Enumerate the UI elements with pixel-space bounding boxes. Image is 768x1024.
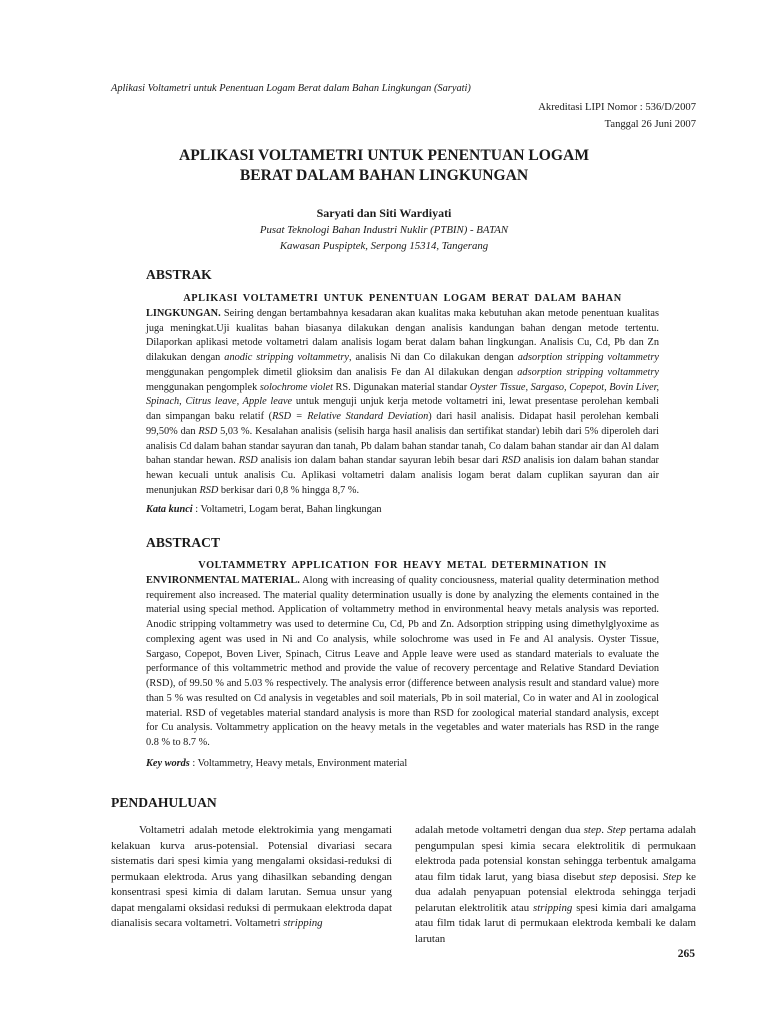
body-text: pertama adalah pengumpulan spesi kimia secara elektrolitik di permukaan elektroda pada potensial konstan sehingga terbentuk amalgama atau film tidak larut, yang biasa disebut — [415, 824, 696, 883]
title-line-1: APLIKASI VOLTAMETRI UNTUK PENENTUAN LOGAM — [178, 147, 590, 164]
abstrak-text: untuk menguji unjuk kerja metode voltametri ini, lewat presentase perolehan kembali dan simpangan baku relatif ( — [146, 396, 659, 422]
keywords-text: : Voltammetry, Heavy metals, Environment material — [189, 758, 408, 769]
keywords-label: Kata kunci — [146, 504, 193, 515]
abstrak-text: Seiring dengan bertambahnya kesadaran akan kualitas maka kebutuhan akan metode penentuan kualitas juga meningkat.Uji kualitas bahan biasanya dilakukan dengan analisis kandungan bahan dengan metode tertentu. Dilaporkan aplikasi metode voltametri dalam analisis logam berat dalam bahan lingkungan. Analisis Cu, Cd, Pb dan Zn dilakukan dengan — [146, 307, 659, 363]
abstrak-term: adsorption stripping voltammetry — [517, 352, 659, 363]
abstrak-term: solochrome violet — [259, 381, 333, 393]
body-text: ke dua adalah penyapuan potensial elektroda sehingga terjadi pelarutan elektrolitik atau — [415, 870, 696, 914]
keywords-label: Key words — [146, 758, 190, 769]
pendahuluan-left-column — [111, 823, 392, 932]
abstrak-text: berkisar dari 0,8 % hingga 8,7 %. — [218, 484, 360, 496]
abstract-lead-line-2: ENVIRONMENTAL MATERIAL. — [146, 574, 300, 586]
accreditation-date: Tanggal 26 Juni 2007 — [604, 119, 696, 130]
body-term: Step — [607, 824, 626, 836]
abstrak-text: menggunakan pengomplek dimetil glioksim dan analisis Fe dan Al dilakukan dengan — [146, 366, 518, 378]
body-text: adalah metode voltametri dengan dua — [415, 824, 584, 836]
abstrak-term: RSD — [198, 425, 218, 437]
accreditation — [538, 99, 696, 133]
affiliation-line-1: Pusat Teknologi Bahan Industri Nuklir (PTBIN) - BATAN — [259, 224, 509, 236]
abstrak-text: RS. Digunakan material standar — [332, 381, 470, 393]
abstract-heading: ABSTRACT — [146, 535, 221, 550]
body-term: Step — [662, 870, 682, 883]
abstrak-text: analisis ion dalam bahan standar hewan kecuali untuk analisis Cu. Aplikasi voltametri dalam analisis logam berat dalam cuplikan sayuran dan air menunjukan — [146, 455, 659, 496]
body-text: deposisi. — [616, 870, 663, 883]
abstrak-term: anodic stripping voltammetry — [224, 352, 349, 363]
title-line-2: BERAT DALAM BAHAN LINGKUNGAN — [239, 167, 529, 184]
abstrak-lead-line-1: APLIKASI VOLTAMETRI UNTUK PENENTUAN LOGAM BERAT DALAM BAHAN — [183, 293, 622, 304]
abstract-text: Along with increasing of quality conciousness, material quality determination method requirement also increased. The material quality determination usually is done by analyzing the elements contained in the material using special method. Application of voltammetry method in environmental heavy metals analysis was reported. Anodic stripping voltammetry was used to determine Cu, Cd, Pb and Zn. Adsorption stripping using dimethylglyoxime as complexing agent was used in Ni and Co analysis, while solochrome was used in Fe and Al analysis. Oyster Tissue, Sargaso, Copepot, Boven Liver, Spinach, Citrus Leave and Apple leave were used as standard materials to evaluate the performance of this voltammetric method and provide the value of recovery percentage and Relative Standard Deviation (RSD), of 99.50 % and 5.03 % respectively. The analysis error (difference between analysis result and standard value) more than 5 % was resulted on Cd analysis in vegetables and soil materials, Pb in soil material, Co in water and Al in zoological material. RSD of vegetables material standard analysis is more than RSD for zoological material standard analysis, except for Cu analysis. Voltammetry application on the heavy metals in the vegetables and water materials has RSD in the range 0.8 % to 8.7 %. — [146, 574, 659, 748]
page-number: 265 — [677, 948, 695, 960]
abstrak-heading: ABSTRAK — [146, 267, 212, 282]
abstrak-term: RSD — [199, 484, 219, 496]
abstract-body — [146, 559, 659, 751]
abstrak-term: RSD — [238, 455, 258, 467]
body-text: Voltametri adalah metode elektrokimia yang mengamati kelakuan kurva arus-potensial. Potensial divariasi secara sistematis dari spesi kimia yang mengalami oksidasi-reduksi di permukaan elektroda. Arus yang dihasilkan sebanding dengan konsentrasi spesi kimia di dalam larutan. Semua unsur yang dapat mengalami oksidasi reduksi di permukaan elektroda dapat dianalisis secara voltametri. Voltametri — [111, 824, 392, 929]
body-text: spesi kimia dari amalgama atau film tidak larut di permukaan elektroda kembali ke dalam larutan — [415, 901, 697, 945]
abstrak-term: adsorption stripping voltammetry — [517, 366, 659, 378]
abstract-keywords — [146, 758, 659, 769]
running-header: Aplikasi Voltametri untuk Penentuan Logam Berat dalam Bahan Lingkungan (Saryati) — [111, 83, 471, 94]
abstrak-text: 5,03 %. Kesalahan analisis (selisih harga hasil analisis dan sertifikat standar) lebih dari 5% diperoleh dari analisis Cd dalam bahan standar sayuran dan tanah, Pb dalam bahan standar tanah, Co dalam bahan standar air dan Al dalam bahan standar hewan. — [146, 425, 659, 467]
body-term: stripping — [283, 917, 323, 929]
abstrak-text: ) dari hasil analisis. Didapat hasil perolehan kembali 99,50% dan — [146, 411, 659, 437]
abstrak-lead-line-2: LINGKUNGAN. — [146, 307, 221, 319]
abstrak-text: analisis ion dalam bahan standar sayuran lebih besar dari — [257, 455, 502, 467]
body-text: . — [601, 824, 608, 836]
abstrak-text: , analisis Ni dan Co dilakukan dengan — [348, 352, 518, 363]
pendahuluan-heading: PENDAHULUAN — [111, 795, 217, 810]
abstrak-body — [146, 292, 659, 499]
abstrak-text: menggunakan pengomplek — [146, 381, 260, 393]
keywords-text: : Voltametri, Logam berat, Bahan lingkungan — [192, 504, 382, 515]
affiliation-line-2: Kawasan Puspiptek, Serpong 15314, Tangerang — [279, 240, 489, 252]
accreditation-number: Akreditasi LIPI Nomor : 536/D/2007 — [538, 102, 696, 113]
body-term: stripping — [533, 901, 573, 914]
abstrak-keywords — [146, 504, 659, 515]
body-term: step — [598, 870, 617, 883]
pendahuluan-right-column — [415, 823, 696, 947]
affiliation — [0, 222, 768, 254]
abstrak-term: RSD — [501, 455, 521, 467]
paper-title — [0, 146, 768, 186]
abstrak-term: RSD = Relative Standard Deviation — [272, 411, 429, 422]
body-term: step — [583, 824, 602, 836]
authors: Saryati dan Siti Wardiyati — [316, 206, 452, 220]
abstrak-term: Oyster Tissue, Sargaso, Copepot, Bovin Liver, Spinach, Citrus leave, Apple leave — [146, 381, 660, 408]
abstract-lead-line-1: VOLTAMMETRY APPLICATION FOR HEAVY METAL DETERMINATION IN — [198, 560, 607, 571]
